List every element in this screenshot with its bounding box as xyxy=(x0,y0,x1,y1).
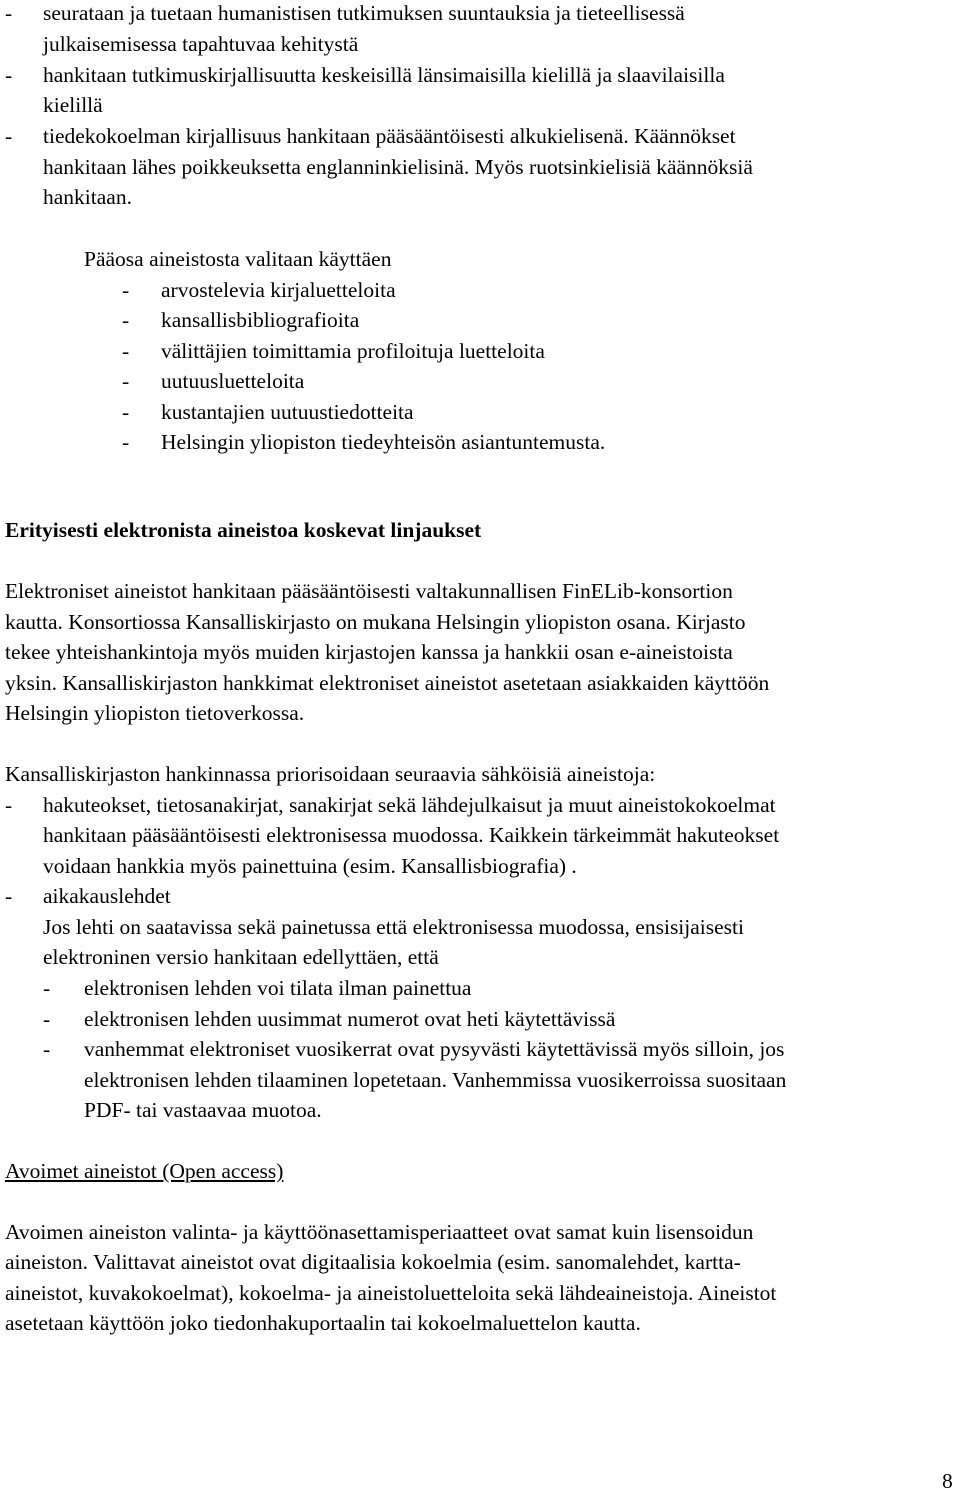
priority-intro: Kansalliskirjaston hankinnassa priorisoidaan seuraavia sähköisiä aineistoja: xyxy=(5,762,656,786)
list-dash: - xyxy=(122,308,130,332)
list-dash: - xyxy=(122,369,130,393)
list-item-text: hankitaan lähes poikkeuksetta englanninkielisinä. Myös ruotsinkielisiä käännöksiä xyxy=(43,155,753,179)
condition-item: vanhemmat elektroniset vuosikerrat ovat pysyvästi käytettävissä myös silloin, jos xyxy=(84,1037,785,1061)
list-dash: - xyxy=(43,1007,51,1031)
source-item: välittäjien toimittamia profiloituja luetteloita xyxy=(161,339,545,363)
paragraph-line: Helsingin yliopiston tietoverkossa. xyxy=(5,701,305,725)
list-dash: - xyxy=(5,63,13,87)
paragraph-line: Avoimen aineiston valinta- ja käyttöönasettamisperiaatteet ovat samat kuin lisensoidun xyxy=(5,1220,754,1244)
list-item-text: kielillä xyxy=(43,93,103,117)
list-item-text: aikakauslehdet xyxy=(43,884,171,908)
condition-item: elektronisen lehden voi tilata ilman painettua xyxy=(84,976,472,1000)
source-item: kansallisbibliografioita xyxy=(161,308,360,332)
list-item-text: hankitaan tutkimuskirjallisuutta keskeisillä länsimaisilla kielillä ja slaavilaisilla xyxy=(43,63,725,87)
list-dash: - xyxy=(122,430,130,454)
paragraph-line: aineiston. Valittavat aineistot ovat digitaalisia kokoelmia (esim. sanomalehdet, kartta- xyxy=(5,1250,741,1274)
selection-intro: Pääosa aineistosta valitaan käyttäen xyxy=(84,247,392,271)
paragraph-line: Elektroniset aineistot hankitaan pääsääntöisesti valtakunnallisen FinELib-konsortion xyxy=(5,579,733,603)
list-dash: - xyxy=(43,1037,51,1061)
source-item: arvostelevia kirjaluetteloita xyxy=(161,278,396,302)
list-dash: - xyxy=(5,1,13,25)
paragraph-line: asetetaan käyttöön joko tiedonhakuportaalin tai kokoelmaluettelon kautta. xyxy=(5,1311,641,1335)
source-item: Helsingin yliopiston tiedeyhteisön asiantuntemusta. xyxy=(161,430,606,454)
list-dash: - xyxy=(5,884,13,908)
list-dash: - xyxy=(43,976,51,1000)
list-dash: - xyxy=(5,793,13,817)
list-item-text: hankitaan pääsääntöisesti elektronisessa muodossa. Kaikkein tärkeimmät hakuteokset xyxy=(43,823,780,847)
list-dash: - xyxy=(122,400,130,424)
list-item-text: voidaan hankkia myös painettuina (esim. Kansallisbiografia) . xyxy=(43,854,577,878)
list-dash: - xyxy=(122,278,130,302)
list-item-text: Jos lehti on saatavissa sekä painetussa että elektronisessa muodossa, ensisijaisesti xyxy=(43,915,744,939)
paragraph-line: yksin. Kansalliskirjaston hankkimat elektroniset aineistot asetetaan asiakkaiden käyttöön xyxy=(5,671,770,695)
source-item: kustantajien uutuustiedotteita xyxy=(161,400,414,424)
source-item: uutuusluetteloita xyxy=(161,369,305,393)
paragraph-line: kautta. Konsortiossa Kansalliskirjasto on mukana Helsingin yliopiston osana. Kirjasto xyxy=(5,610,746,634)
condition-item: PDF- tai vastaavaa muotoa. xyxy=(84,1098,322,1122)
list-dash: - xyxy=(122,339,130,363)
section-heading: Avoimet aineistot (Open access) xyxy=(5,1159,284,1183)
list-item-text: elektroninen versio hankitaan edellyttäen, että xyxy=(43,945,439,969)
section-heading: Erityisesti elektronista aineistoa koskevat linjaukset xyxy=(5,518,482,542)
list-item-text: seurataan ja tuetaan humanistisen tutkimuksen suuntauksia ja tieteellisessä xyxy=(43,1,685,25)
list-item-text: hakuteokset, tietosanakirjat, sanakirjat sekä lähdejulkaisut ja muut aineistokokoelmat xyxy=(43,793,776,817)
paragraph-line: tekee yhteishankintoja myös muiden kirjastojen kanssa ja hankkii osan e-aineistoista xyxy=(5,640,733,664)
condition-item: elektronisen lehden tilaaminen lopetetaan. Vanhemmissa vuosikerroissa suositaan xyxy=(84,1068,787,1092)
paragraph-line: aineistot, kuvakokoelmat), kokoelma- ja aineistoluetteloita sekä lähdeaineistoja. Aineistot xyxy=(5,1281,777,1305)
list-dash: - xyxy=(5,124,13,148)
list-item-text: tiedekokoelman kirjallisuus hankitaan pääsääntöisesti alkukielisenä. Käännökset xyxy=(43,124,736,148)
page-number: 8 xyxy=(942,1469,953,1493)
list-item-text: julkaisemisessa tapahtuvaa kehitystä xyxy=(43,32,359,56)
condition-item: elektronisen lehden uusimmat numerot ovat heti käytettävissä xyxy=(84,1007,616,1031)
list-item-text: hankitaan. xyxy=(43,185,132,209)
